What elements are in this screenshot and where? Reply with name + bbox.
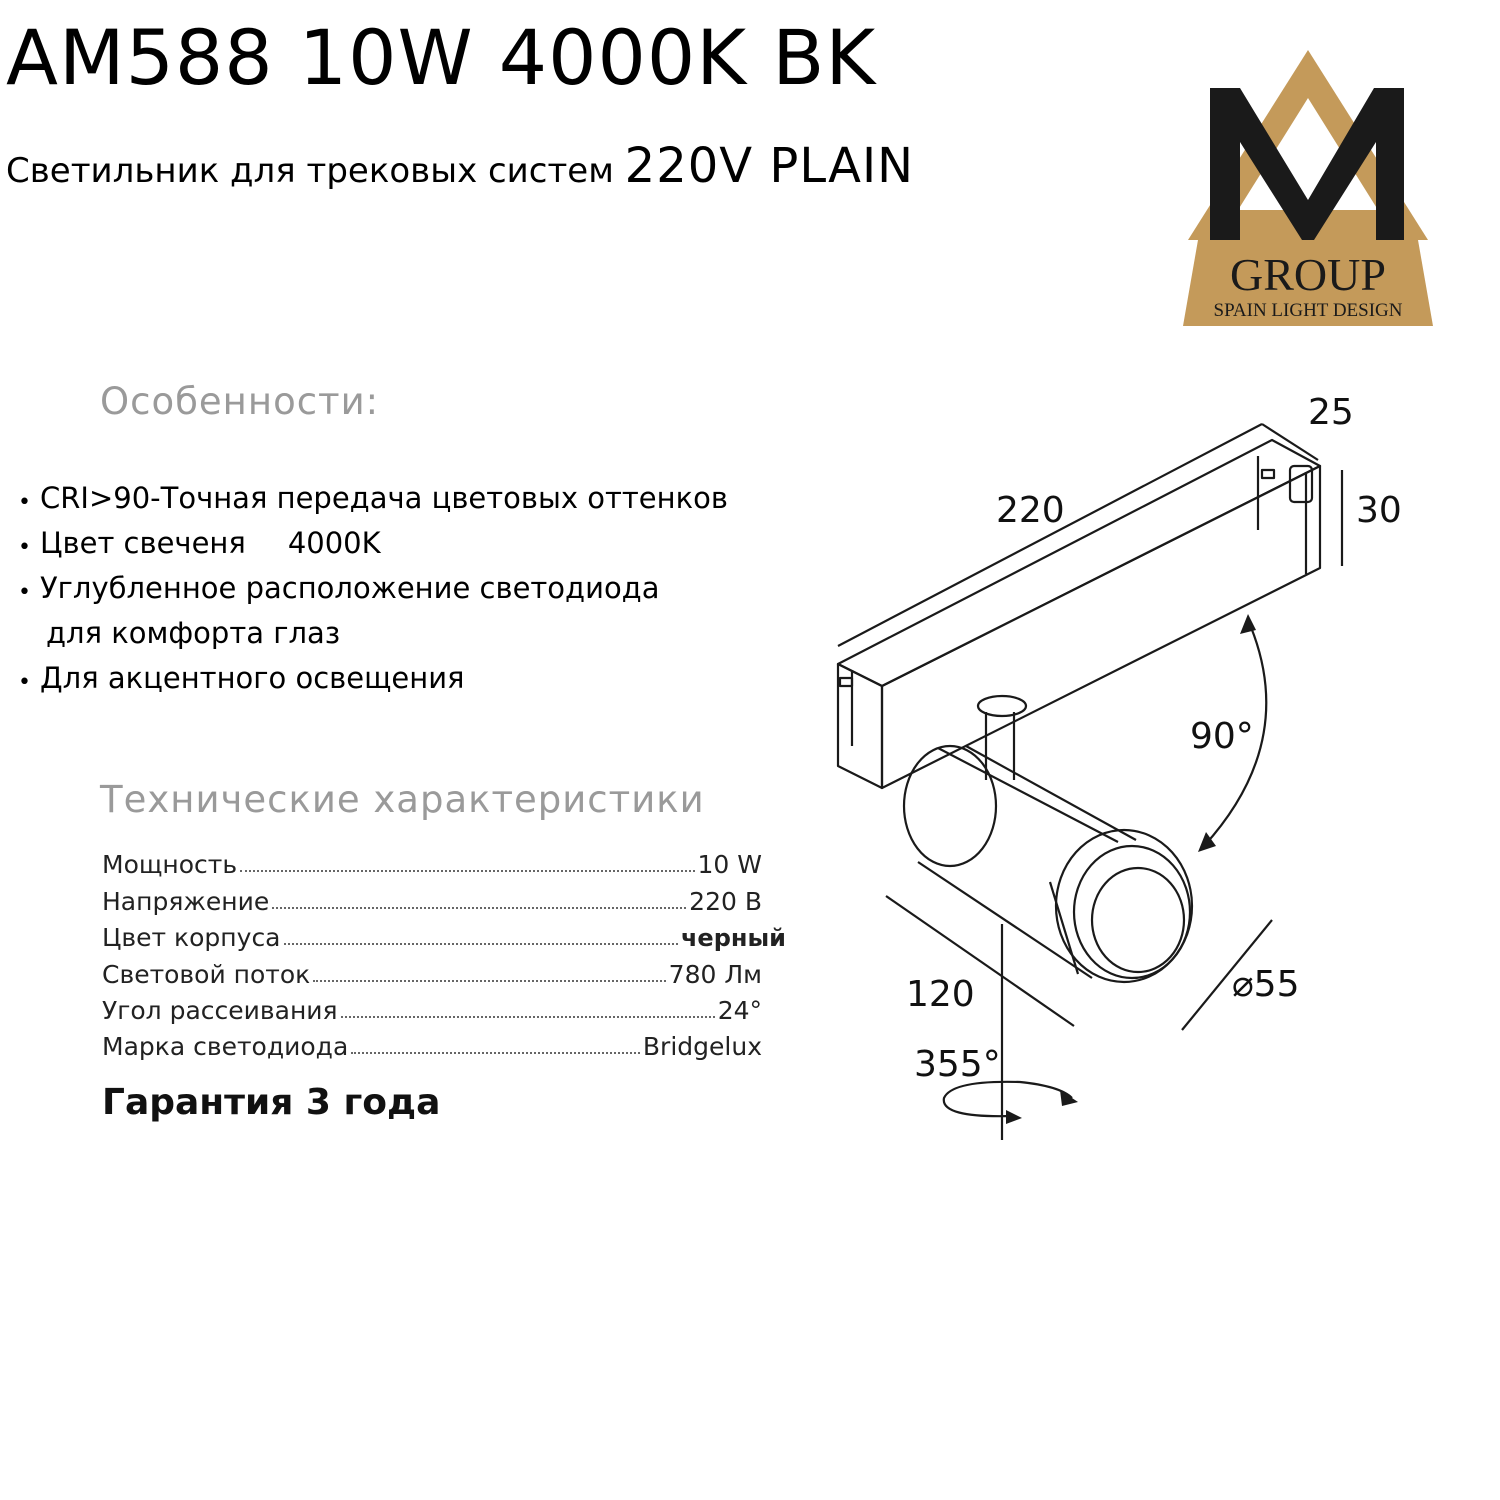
spec-value: Bridgelux bbox=[642, 1032, 762, 1062]
features-list bbox=[18, 476, 728, 701]
feature-item bbox=[18, 476, 728, 521]
spec-label: Напряжение bbox=[102, 886, 270, 916]
warranty-text: Гарантия 3 года bbox=[102, 1082, 441, 1123]
brand-logo bbox=[1178, 50, 1438, 330]
spec-label: Марка светодиода bbox=[102, 1032, 349, 1062]
features-heading: Особенности: bbox=[100, 380, 380, 423]
spec-row bbox=[102, 952, 762, 988]
spec-value: 220 В bbox=[689, 886, 762, 916]
spec-value: 780 Лм bbox=[668, 959, 762, 989]
feature-item bbox=[18, 656, 728, 701]
product-title: AM588 10W 4000K BK bbox=[6, 13, 877, 102]
dim-tilt-angle: 90° bbox=[1190, 716, 1254, 757]
feature-text: CRI>90-Точная передача цветовых оттенков bbox=[40, 481, 728, 515]
dim-height: 30 bbox=[1356, 490, 1402, 531]
feature-item-continuation bbox=[18, 611, 728, 656]
feature-color-value: 4000K bbox=[287, 526, 381, 560]
subtitle-suffix: 220V PLAIN bbox=[624, 138, 915, 194]
logo-group-text: GROUP bbox=[1230, 249, 1386, 300]
dim-width: 25 bbox=[1308, 392, 1354, 433]
dim-body-length: 120 bbox=[906, 974, 975, 1015]
feature-text: Углубленное расположение светодиода bbox=[40, 571, 660, 605]
feature-text: для комфорта глаз bbox=[46, 616, 341, 650]
spec-row bbox=[102, 879, 762, 915]
dim-rotation: 355° bbox=[914, 1044, 1001, 1085]
feature-text: Для акцентного освещения bbox=[40, 661, 465, 695]
spec-label: Мощность bbox=[102, 850, 238, 880]
spec-value: черный bbox=[680, 924, 786, 953]
dim-diameter: ⌀55 bbox=[1232, 964, 1300, 1005]
spec-value: 24° bbox=[717, 995, 762, 1025]
subtitle-text: Светильник для трековых систем bbox=[6, 151, 614, 191]
dim-length: 220 bbox=[996, 490, 1065, 531]
logo-tagline: SPAIN LIGHT DESIGN bbox=[1213, 300, 1403, 321]
product-drawing bbox=[820, 380, 1420, 1160]
spec-label: Световой поток bbox=[102, 959, 311, 989]
track-adapter-icon bbox=[838, 424, 1342, 1140]
spec-row bbox=[102, 843, 762, 879]
feature-item bbox=[18, 566, 728, 611]
spec-label: Цвет корпуса bbox=[102, 923, 281, 953]
spec-row bbox=[102, 989, 762, 1025]
feature-text: Цвет свеченя bbox=[40, 526, 246, 560]
spec-row bbox=[102, 916, 786, 953]
spec-label: Угол рассеивания bbox=[102, 995, 338, 1025]
feature-item bbox=[18, 521, 728, 566]
product-subtitle bbox=[6, 138, 914, 196]
spec-value: 10 W bbox=[697, 850, 762, 880]
specs-heading: Технические характеристики bbox=[100, 778, 705, 821]
specs-table bbox=[102, 843, 786, 1062]
spec-row bbox=[102, 1025, 762, 1061]
